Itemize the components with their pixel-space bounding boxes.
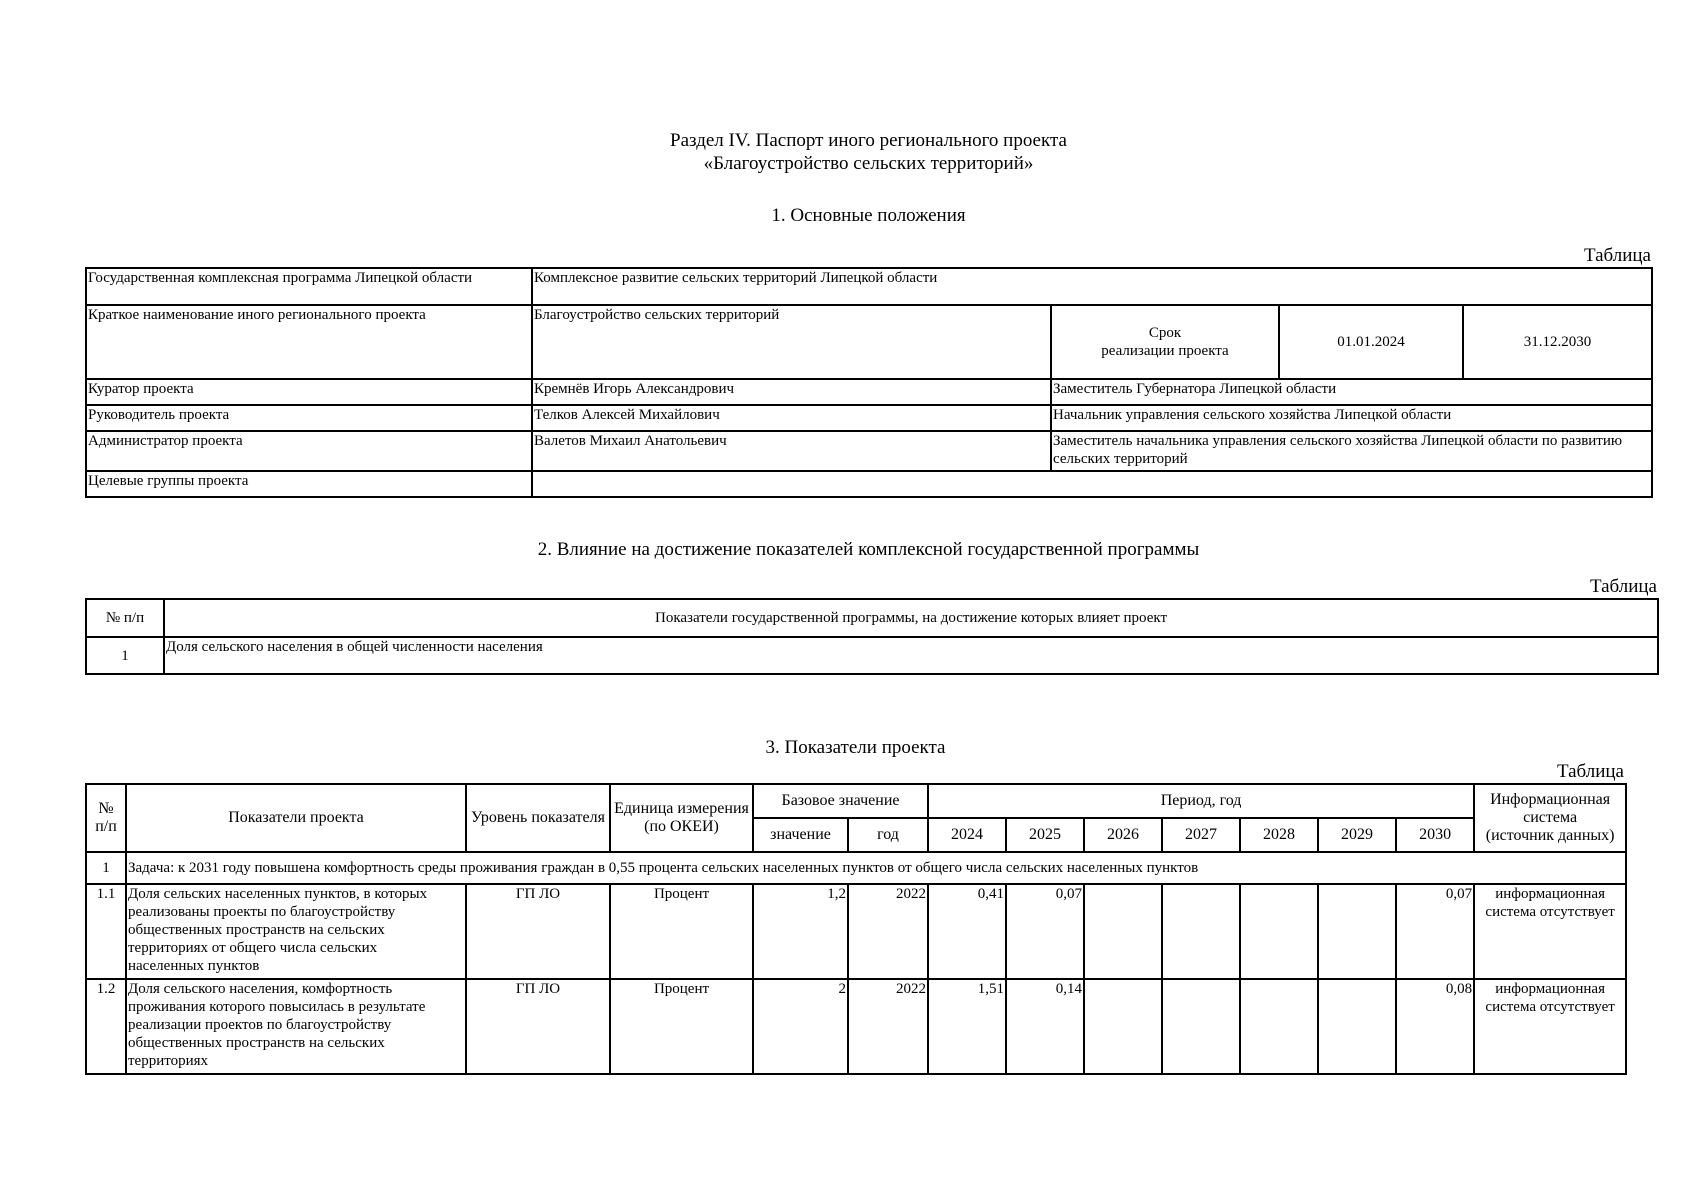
section1-title: 1. Основные положения	[771, 205, 966, 226]
admin-position: Заместитель начальника управления сельского хозяйства Липецкой области по развитию сельских территорий	[1051, 431, 1652, 471]
header-base-value: значение	[753, 818, 848, 852]
col-indicators-header: Показатели государственной программы, на достижение которых влияет проект	[164, 599, 1658, 637]
row-num: 1.1	[86, 884, 126, 979]
base-year: 2022	[848, 884, 928, 979]
value-2025: 0,07	[1006, 884, 1084, 979]
curator-name: Кремнёв Игорь Александрович	[532, 379, 1051, 405]
info-system	[1474, 979, 1626, 1074]
indicator-name-line: населенных пунктов	[128, 958, 260, 974]
indicator-unit: Процент	[610, 979, 753, 1074]
info-system-line: система отсутствует	[1485, 999, 1615, 1015]
indicator-name-line: Доля сельского населения, комфортность	[128, 981, 393, 997]
header-unit-line2: (по ОКЕИ)	[644, 818, 719, 835]
indicator-name-line: территориях от общего числа сельских	[128, 940, 378, 956]
indicator-name-line: общественных пространств на сельских	[128, 922, 385, 938]
header-num	[86, 784, 126, 852]
header-num-line1: №	[98, 800, 114, 817]
value-2024: 1,51	[928, 979, 1006, 1074]
row-num: 1.2	[86, 979, 126, 1074]
document-title-line1: Раздел IV. Паспорт иного регионального проекта	[670, 130, 1067, 151]
header-year-2028: 2028	[1240, 818, 1318, 852]
document-title-line2: «Благоустройство сельских территорий»	[703, 153, 1034, 174]
header-year-2030: 2030	[1396, 818, 1474, 852]
program-value: Комплексное развитие сельских территорий Липецкой области	[532, 268, 1652, 305]
section1-table-label: Таблица	[1583, 245, 1651, 266]
base-year: 2022	[848, 979, 928, 1074]
admin-label: Администратор проекта	[86, 431, 532, 471]
header-unit-line1: Единица измерения	[614, 800, 749, 817]
value-2029	[1318, 979, 1396, 1074]
value-2024: 0,41	[928, 884, 1006, 979]
header-year-2027: 2027	[1162, 818, 1240, 852]
header-year-2025: 2025	[1006, 818, 1084, 852]
curator-position: Заместитель Губернатора Липецкой области	[1051, 379, 1652, 405]
value-2028	[1240, 884, 1318, 979]
indicator-name-line: реализации проектов по благоустройству	[128, 1017, 392, 1033]
info-system	[1474, 884, 1626, 979]
value-2030: 0,08	[1396, 979, 1474, 1074]
header-year-2024: 2024	[928, 818, 1006, 852]
indicator-name	[126, 979, 466, 1074]
curator-label: Куратор проекта	[86, 379, 532, 405]
info-system-line: информационная	[1495, 886, 1605, 902]
table-row	[86, 979, 1626, 1074]
main-provisions-table	[85, 267, 1653, 498]
indicator-name-line: территориях	[128, 1053, 209, 1069]
indicator-unit: Процент	[610, 884, 753, 979]
info-system-line: система отсутствует	[1485, 904, 1615, 920]
header-info-system	[1474, 784, 1626, 852]
task-text: Задача: к 2031 году повышена комфортность среды проживания граждан в 0,55 процента сельских населенных пунктов от общего числа сельских населенных пунктов	[126, 852, 1626, 884]
header-base-year: год	[848, 818, 928, 852]
program-label: Государственная комплексная программа Липецкой области	[86, 268, 532, 305]
header-year-2029: 2029	[1318, 818, 1396, 852]
section3-table-label: Таблица	[1556, 761, 1624, 782]
indicator-name-line: общественных пространств на сельских	[128, 1035, 385, 1051]
indicator-level: ГП ЛО	[466, 884, 610, 979]
term-end: 31.12.2030	[1463, 305, 1652, 379]
target-groups-label: Целевые группы проекта	[86, 471, 532, 497]
project-indicators-table	[85, 783, 1627, 1075]
head-name: Телков Алексей Михайлович	[532, 405, 1051, 431]
info-system-line: информационная	[1495, 981, 1605, 997]
header-indicators: Показатели проекта	[126, 784, 466, 852]
indicator-name-line: реализованы проекты по благоустройству	[128, 904, 396, 920]
short-name-label: Краткое наименование иного регионального проекта	[86, 305, 532, 379]
header-year-2026: 2026	[1084, 818, 1162, 852]
value-2027	[1162, 979, 1240, 1074]
term-label-line1: Срок	[1148, 325, 1182, 341]
section3-title: 3. Показатели проекта	[765, 737, 946, 758]
header-unit	[610, 784, 753, 852]
value-2026	[1084, 979, 1162, 1074]
term-label	[1051, 305, 1279, 379]
value-2028	[1240, 979, 1318, 1074]
row-indicator: Доля сельского населения в общей численности населения	[164, 637, 1658, 674]
value-2025: 0,14	[1006, 979, 1084, 1074]
header-info-line1: Информационная	[1490, 791, 1611, 808]
base-value: 2	[753, 979, 848, 1074]
header-info-line2: система	[1523, 809, 1578, 826]
head-position: Начальник управления сельского хозяйства Липецкой области	[1051, 405, 1652, 431]
value-2029	[1318, 884, 1396, 979]
section2-title: 2. Влияние на достижение показателей комплексной государственной программы	[537, 539, 1200, 560]
header-level: Уровень показателя	[466, 784, 610, 852]
task-num: 1	[86, 852, 126, 884]
admin-name: Валетов Михаил Анатольевич	[532, 431, 1051, 471]
short-name-value: Благоустройство сельских территорий	[532, 305, 1051, 379]
header-period: Период, год	[928, 784, 1474, 818]
term-start: 01.01.2024	[1279, 305, 1463, 379]
col-num-header: № п/п	[86, 599, 164, 637]
head-label: Руководитель проекта	[86, 405, 532, 431]
term-label-line2: реализации проекта	[1101, 343, 1229, 359]
row-num: 1	[86, 637, 164, 674]
header-num-line2: п/п	[95, 818, 117, 835]
section2-table-label: Таблица	[1589, 576, 1657, 597]
header-info-line3: (источник данных)	[1485, 827, 1615, 844]
indicator-name-line: Доля сельских населенных пунктов, в которых	[128, 886, 428, 902]
indicator-name	[126, 884, 466, 979]
value-2027	[1162, 884, 1240, 979]
indicator-name-line: проживания которого повысилась в результате	[128, 999, 426, 1015]
indicator-level: ГП ЛО	[466, 979, 610, 1074]
base-value: 1,2	[753, 884, 848, 979]
program-indicators-table	[85, 598, 1659, 675]
value-2026	[1084, 884, 1162, 979]
target-groups-value	[532, 471, 1652, 497]
header-base: Базовое значение	[753, 784, 928, 818]
table-row	[86, 884, 1626, 979]
value-2030: 0,07	[1396, 884, 1474, 979]
